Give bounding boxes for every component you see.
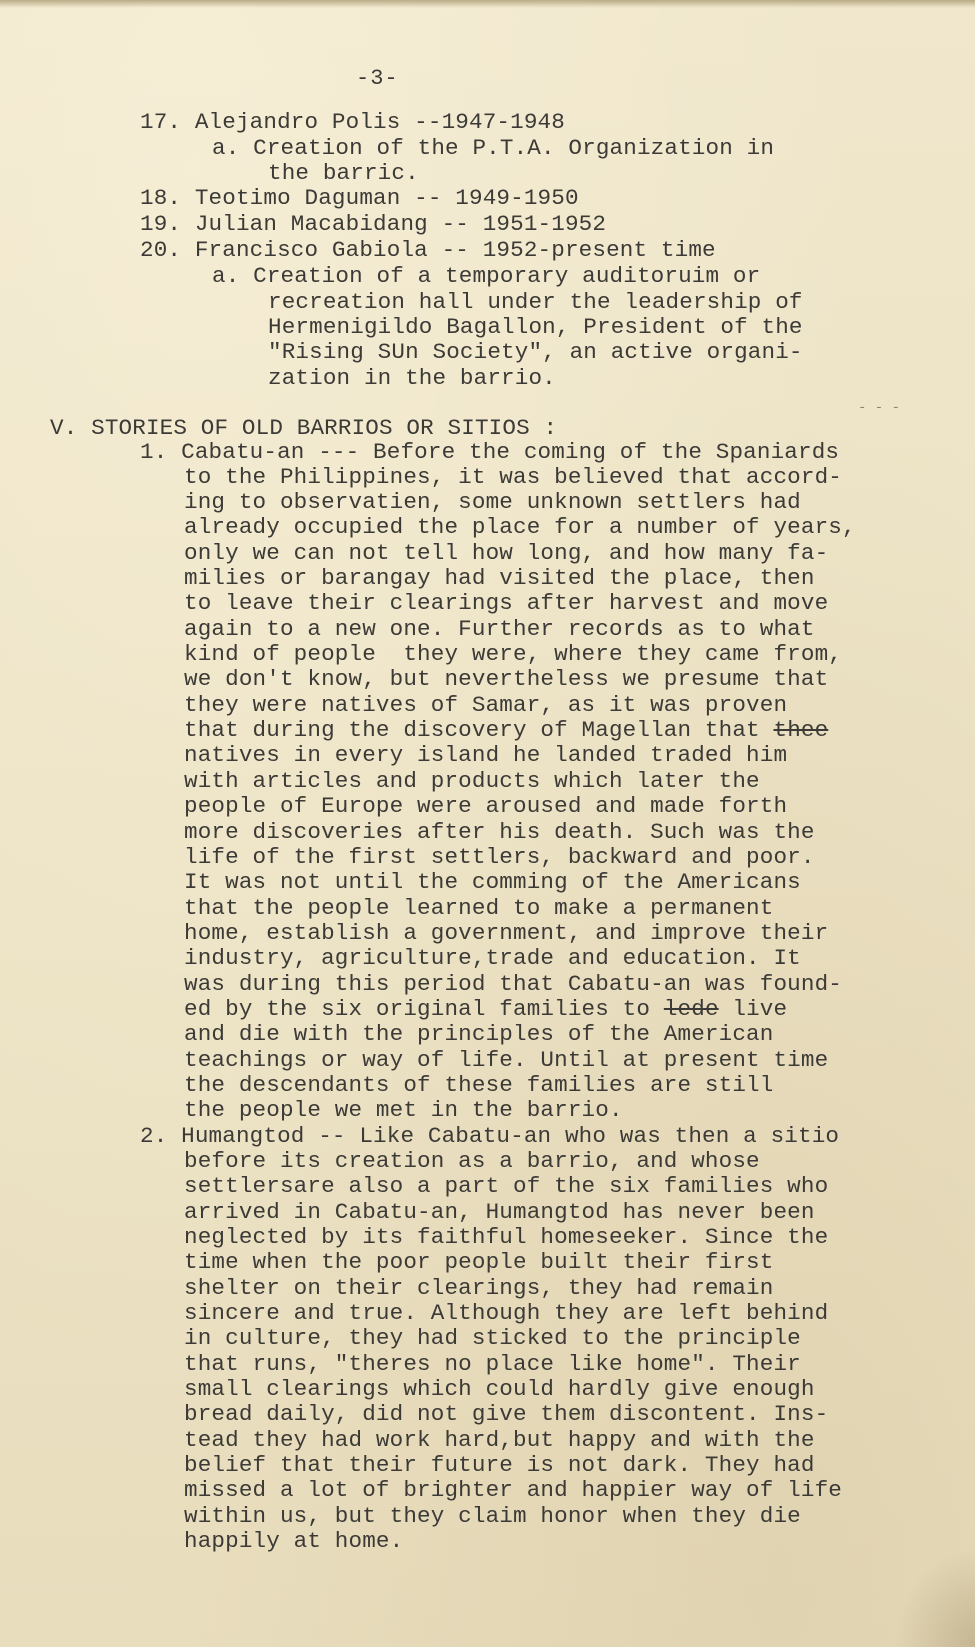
page-number: -3- [356,66,399,91]
story-line-text: live [718,996,788,1022]
story-line: tead they had work hard,but happy and with the [184,1427,815,1453]
story-line: the descendants of these families are still [184,1072,774,1098]
story-line: that runs, "theres no place like home". Their [184,1351,801,1377]
list-item: 18. Teotimo Daguman -- 1949-1950 [140,185,579,211]
story-line: the people we met in the barrio. [184,1097,623,1123]
story-line: settlersare also a part of the six families who [184,1173,829,1199]
story-line: that the people learned to make a permanent [184,895,774,921]
story-line: to the Philippines, it was believed that accord- [184,464,843,490]
list-item: the barric. [268,160,419,186]
struck-word: lede [663,996,719,1022]
story-line: with articles and products which later the [184,768,760,794]
stray-mark: - - - [858,400,901,416]
story-line: life of the first settlers, backward and poor. [184,844,815,870]
story-line: more discoveries after his death. Such was the [184,819,815,845]
story-line: small clearings which could hardly give enough [184,1376,815,1402]
list-item: 20. Francisco Gabiola -- 1952-present time [140,237,716,263]
story-line: missed a lot of brighter and happier way of life [184,1477,843,1503]
section-heading: V. STORIES OF OLD BARRIOS OR SITIOS : [50,415,558,441]
story-line [184,718,828,742]
story-line: time when the poor people built their first [184,1249,774,1275]
story-line: before its creation as a barrio, and whose [184,1148,760,1174]
story-line: belief that their future is not dark. They had [184,1452,815,1478]
story-line-text: that during the discovery of Magellan that [184,717,760,743]
story-line: milies or barangay had visited the place, then [184,565,815,591]
story-line: to leave their clearings after harvest and move [184,590,829,616]
story-line: within us, but they claim honor when they die [184,1503,801,1529]
story-line: was during this period that Cabatu-an was found- [184,971,843,997]
list-item: recreation hall under the leadership of [268,289,803,315]
list-item: "Rising SUn Society", an active organi- [268,339,803,365]
story-line: only we can not tell how long, and how many fa- [184,540,829,566]
story-line: people of Europe were aroused and made forth [184,793,788,819]
list-item: Hermenigildo Bagallon, President of the [268,314,803,340]
story-line: industry, agriculture,trade and education. It [184,945,801,971]
list-item: zation in the barrio. [268,365,556,391]
story-line: happily at home. [184,1528,404,1554]
list-item: 19. Julian Macabidang -- 1951-1952 [140,211,607,237]
list-item: 17. Alejandro Polis --1947-1948 [140,109,565,135]
story-line: sincere and true. Although they are left behind [184,1300,829,1326]
list-item: a. Creation of the P.T.A. Organization in [212,135,775,161]
list-item: a. Creation of a temporary auditoruim or [212,263,761,289]
story-line: 1. Cabatu-an --- Before the coming of the Spaniards [140,439,840,465]
story-line: bread daily, did not give them discontent. Ins- [184,1401,829,1427]
story-line: again to a new one. Further records as to what [184,616,815,642]
story-line [184,997,787,1021]
story-line: home, establish a government, and improve their [184,920,829,946]
story-line: neglected by its faithful homeseeker. Since the [184,1224,829,1250]
paper-top-edge [0,0,975,8]
story-line: shelter on their clearings, they had remain [184,1275,774,1301]
story-line: ing to observatien, some unknown settlers had [184,489,801,515]
story-line: they were natives of Samar, as it was proven [184,692,788,718]
story-line: natives in every island he landed traded him [184,742,788,768]
story-line: teachings or way of life. Until at present time [184,1047,829,1073]
struck-word: thee [773,717,829,743]
story-line: we don't know, but nevertheless we presume that [184,666,829,692]
paper-corner-shadow [895,1547,975,1647]
story-line: and die with the principles of the American [184,1021,774,1047]
story-line: arrived in Cabatu-an, Humangtod has never been [184,1199,815,1225]
story-line: kind of people they were, where they came from, [184,641,843,667]
story-line: 2. Humangtod -- Like Cabatu-an who was then a sitio [140,1123,840,1149]
story-line: already occupied the place for a number of years, [184,514,856,540]
story-line: in culture, they had sticked to the principle [184,1325,801,1351]
story-line: It was not until the comming of the Americans [184,869,801,895]
story-line-text: ed by the six original families to [184,996,651,1022]
